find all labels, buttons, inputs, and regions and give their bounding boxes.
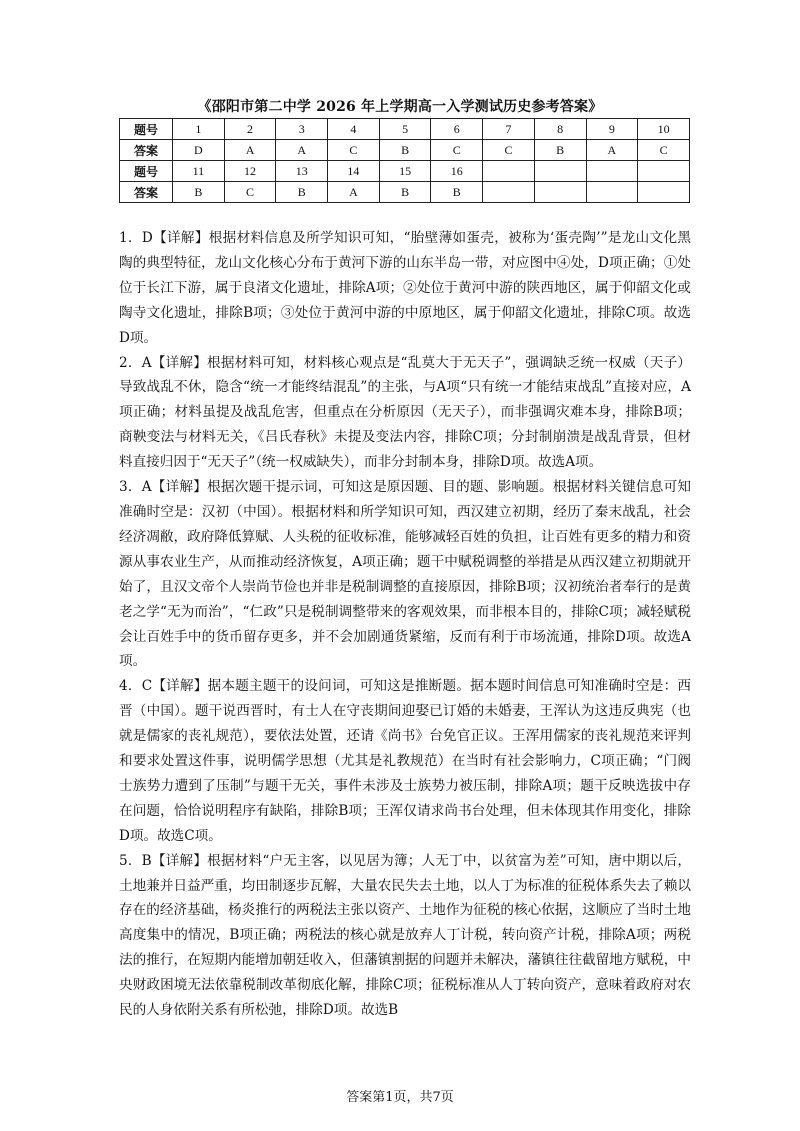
answer-table-cell — [483, 161, 535, 182]
answer-table-cell: B — [276, 182, 328, 203]
answer-table-cell — [638, 161, 690, 182]
answer-table-cell: 6 — [431, 119, 483, 140]
answer-table-cell: A — [328, 182, 380, 203]
page-footer: 答案第1页，共7页 — [346, 1090, 454, 1105]
answer-table-row-label: 题号 — [120, 119, 173, 140]
explanation-2: 2．A【详解】根据材料可知，材料核心观点是“乱莫大于无天子”，强调缺乏统一权威（天子）导致战乱不休，隐含“统一才能终结混乱”的主张，与A项“只有统一才能结束战乱”直接对应，A项正确；材料虽提及战乱危害，但重点在分析原因（无天子），而非强调灾难本身，排除B项；商鞅变法与材料无关，《吕氏春秋》未提及变法内容，排除C项；分封制崩溃是战乱背景，但材料直接归因于“无天子”（统一权威缺失），而非分封制本身，排除D项。故选A项。 — [119, 354, 691, 471]
answer-table-cell: A — [224, 140, 276, 161]
answer-table-cell: 16 — [431, 161, 483, 182]
explanation-3: 3．A【详解】根据次题干提示词，可知这是原因题、目的题、影响题。根据材料关键信息可知准确时空是：汉初（中国）。根据材料和所学知识可知，西汉建立初期，经历了秦末战乱，社会经济凋敝，政府降低算赋、人头税的征收标准，能够减轻百姓的负担，让百姓有更多的精力和资源从事农业生产，从而推动经济恢复，A项正确；题干中赋税调整的举措是从西汉建立初期就开始了，且汉文帝个人崇尚节俭也并非是税制调整的直接原因，排除B项；汉初统治者奉行的是黄老之学“无为而治”，“仁政”只是税制调整带来的客观效果，而非根本目的，排除C项；减轻赋税会让百姓手中的货币留存更多，并不会加剧通货紧缩，反而有利于市场流通，排除D项。故选A项。 — [119, 479, 691, 670]
answer-table-cell: D — [173, 140, 225, 161]
answer-table-cell — [586, 161, 638, 182]
answer-table-cell: B — [173, 182, 225, 203]
answer-table-cell: 9 — [586, 119, 638, 140]
answer-table-number-row — [120, 119, 690, 140]
answer-table-cell: 13 — [276, 161, 328, 182]
answer-table-cell: 14 — [328, 161, 380, 182]
answer-table-cell: A — [586, 140, 638, 161]
page-title: 《邵阳市第二中学 2026 年上学期高一入学测试历史参考答案》 — [197, 99, 603, 115]
answer-table-cell: 4 — [328, 119, 380, 140]
answer-table-cell: 3 — [276, 119, 328, 140]
answer-table-row-label: 题号 — [120, 161, 173, 182]
answer-table-cell: B — [379, 182, 431, 203]
answer-table-answer-row — [120, 140, 690, 161]
answer-table-cell: B — [534, 140, 586, 161]
answer-table-cell: 8 — [534, 119, 586, 140]
answer-table-cell: B — [431, 182, 483, 203]
answer-table-cell: 12 — [224, 161, 276, 182]
answer-table-row-label: 答案 — [120, 182, 173, 203]
answer-table-cell: 10 — [638, 119, 690, 140]
answer-table-cell: 5 — [379, 119, 431, 140]
answer-table-cell: 1 — [173, 119, 225, 140]
explanation-5: 5．B【详解】根据材料“户无主客，以见居为簿；人无丁中，以贫富为差”可知，唐中期以后，土地兼并日益严重，均田制逐步瓦解，大量农民失去土地，以人丁为标准的征税体系失去了赖以存在的经济基础，杨炎推行的两税法主张以资产、土地作为征税的核心依据，这顺应了当时土地高度集中的情况，B项正确；两税法的核心就是放弃人丁计税，转向资产计税，排除A项；两税法的推行，在短期内能增加朝廷收入，但藩镇割据的问题并未解决，藩镇往往截留地方赋税，中央财政困境无法依靠税制改革彻底化解，排除C项；征税标准从人丁转向资产，意味着政府对农民的人身依附关系有所松弛，排除D项。故选B — [119, 852, 691, 1019]
explanation-1: 1．D【详解】根据材料信息及所学知识可知，“胎壁薄如蛋壳，被称为‘蛋壳陶’”是龙山文化黑陶的典型特征，龙山文化核心分布于黄河下游的山东半岛一带，对应图中④处，D项正确；①处位于长江下游，属于良渚文化遗址，排除A项；②处位于黄河中游的陕西地区，属于仰韶文化或陶寺文化遗址，排除B项；③处位于黄河中游的中原地区，属于仰韶文化遗址，排除C项。故选D项。 — [119, 230, 691, 346]
answer-table-cell: 15 — [379, 161, 431, 182]
answer-table-cell: B — [379, 140, 431, 161]
answer-table-answer-row — [120, 182, 690, 203]
answer-table-cell — [534, 182, 586, 203]
explanation-4: 4．C【详解】据本题主题干的设问词，可知这是推断题。据本题时间信息可知准确时空是：西晋（中国）。题干说西晋时，有士人在守丧期间迎娶已订婚的未婚妻，王浑认为这违反典宪（也就是儒家的丧礼规范），要依法处置，还请《尚书》台免官正议。王浑用儒家的丧礼规范来评判和要求处置这件事，说明儒学思想（尤其是礼教规范）在当时有社会影响力，C项正确；“门阀士族势力遭到了压制”与题干无关，事件未涉及士族势力被压制，排除A项；题干反映选拔中存在问题，恰恰说明程序有缺陷，排除B项；王浑仅请求尚书台处理，但未体现其作用变化，排除D项。故选C项。 — [119, 678, 691, 844]
answer-table-cell: C — [483, 140, 535, 161]
answer-table-cell: A — [276, 140, 328, 161]
answer-table-cell: 7 — [483, 119, 535, 140]
answer-table-cell: C — [638, 140, 690, 161]
answer-table-number-row — [120, 161, 690, 182]
answer-table-cell: 11 — [173, 161, 225, 182]
answer-table-cell: C — [224, 182, 276, 203]
answer-table-cell — [586, 182, 638, 203]
answer-table-cell — [638, 182, 690, 203]
answer-table-cell — [534, 161, 586, 182]
answer-table-row-label: 答案 — [120, 140, 173, 161]
answer-table — [119, 118, 690, 203]
answer-table-cell: 2 — [224, 119, 276, 140]
answer-table-cell — [483, 182, 535, 203]
explanations — [119, 226, 691, 1023]
answer-table-cell: C — [328, 140, 380, 161]
answer-table-cell: C — [431, 140, 483, 161]
